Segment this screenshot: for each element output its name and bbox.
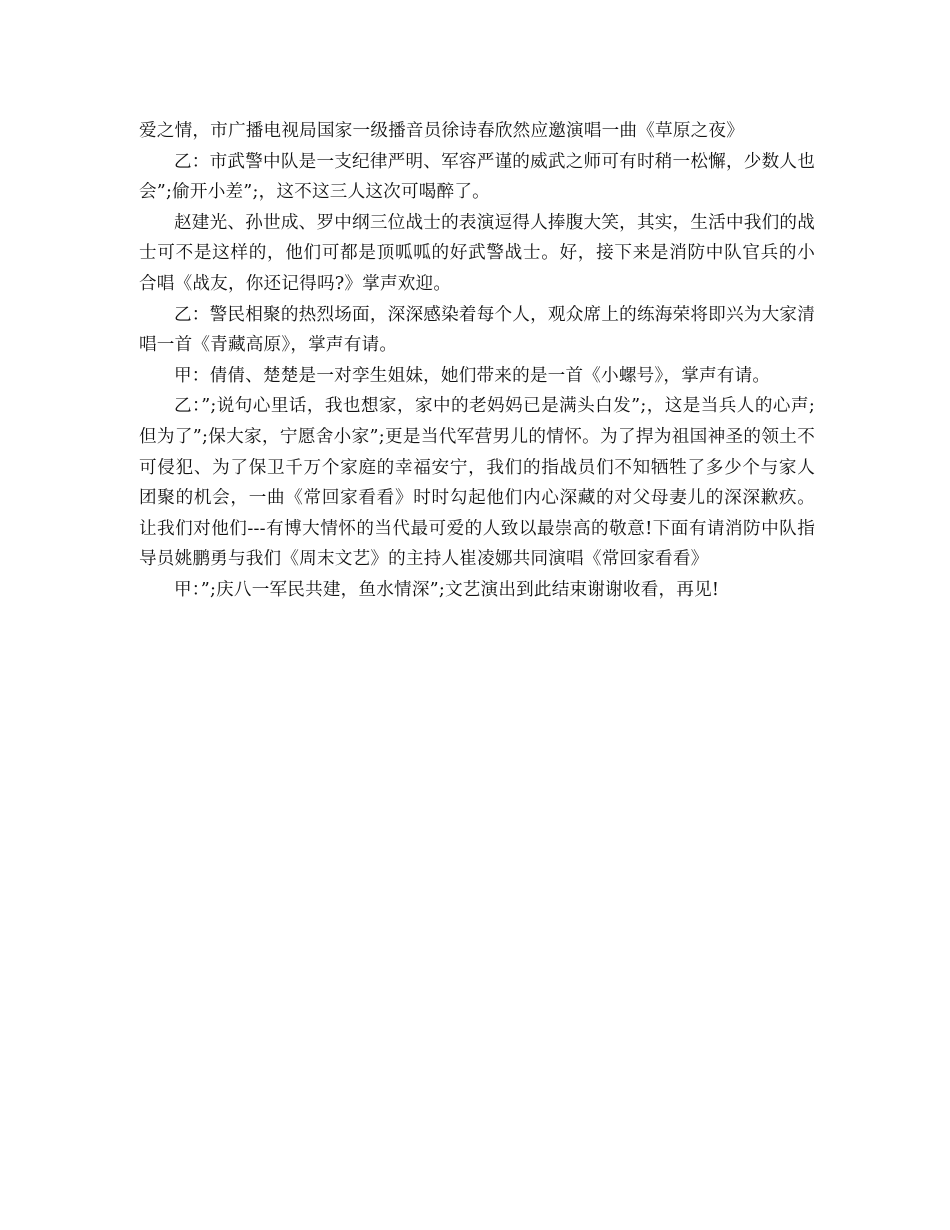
- paragraph-jia-closing: 甲：”;庆八一军民共建，鱼水情深”;文艺演出到此结束谢谢收看，再见!: [174, 579, 720, 600]
- paragraph-jia-twin-sisters: 甲：倩倩、楚楚是一对孪生姐妹，她们带来的是一首《小螺号》，掌声有请。: [174, 365, 771, 386]
- paragraph-soldiers-performance: 赵建光、孙世成、罗中纲三位战士的表演逗得人捧腹大笑，其实，生活中我们的战士可不是这样的，他们可都是顶呱呱的好武警战士。好，接下来是消防中队官兵的小合唱《战友，你还记得吗?》掌声欢迎。: [139, 212, 815, 294]
- paragraph-yi-armed-police: 乙：市武警中队是一支纪律严明、军容严谨的威武之师可有时稍一松懈，少数人也会”;偷开小差”;，这不这三人这次可喝醉了。: [139, 151, 815, 203]
- paragraph-yi-chang-hui-jia: 乙：”;说句心里话，我也想家，家中的老妈妈已是满头白发”;，这是当兵人的心声;但为了”;保大家，宁愿舍小家”;更是当代军营男儿的情怀。为了捍为祖国神圣的领土不可侵犯、为了保卫千万个家庭的幸福安宁，我们的指战员们不知牺牲了多少个与家人团聚的机会，一曲《常回家看看》时时勾起他们内心深藏的对父母妻儿的深深歉疚。让我们对他们---有博大情怀的当代最可爱的人致以最崇高的敬意!下面有请消防中队指导员姚鹏勇与我们《周末文艺》的主持人崔凌娜共同演唱《常回家看看》: [139, 396, 815, 570]
- paragraph-yi-qingzang-gaoyuan: 乙：警民相聚的热烈场面，深深感染着每个人，观众席上的练海荣将即兴为大家清唱一首《青藏高原》，掌声有请。: [139, 304, 815, 356]
- paragraph-continuation: 爱之情，市广播电视局国家一级播音员徐诗春欣然应邀演唱一曲《草原之夜》: [139, 121, 744, 141]
- document-body: [139, 116, 815, 606]
